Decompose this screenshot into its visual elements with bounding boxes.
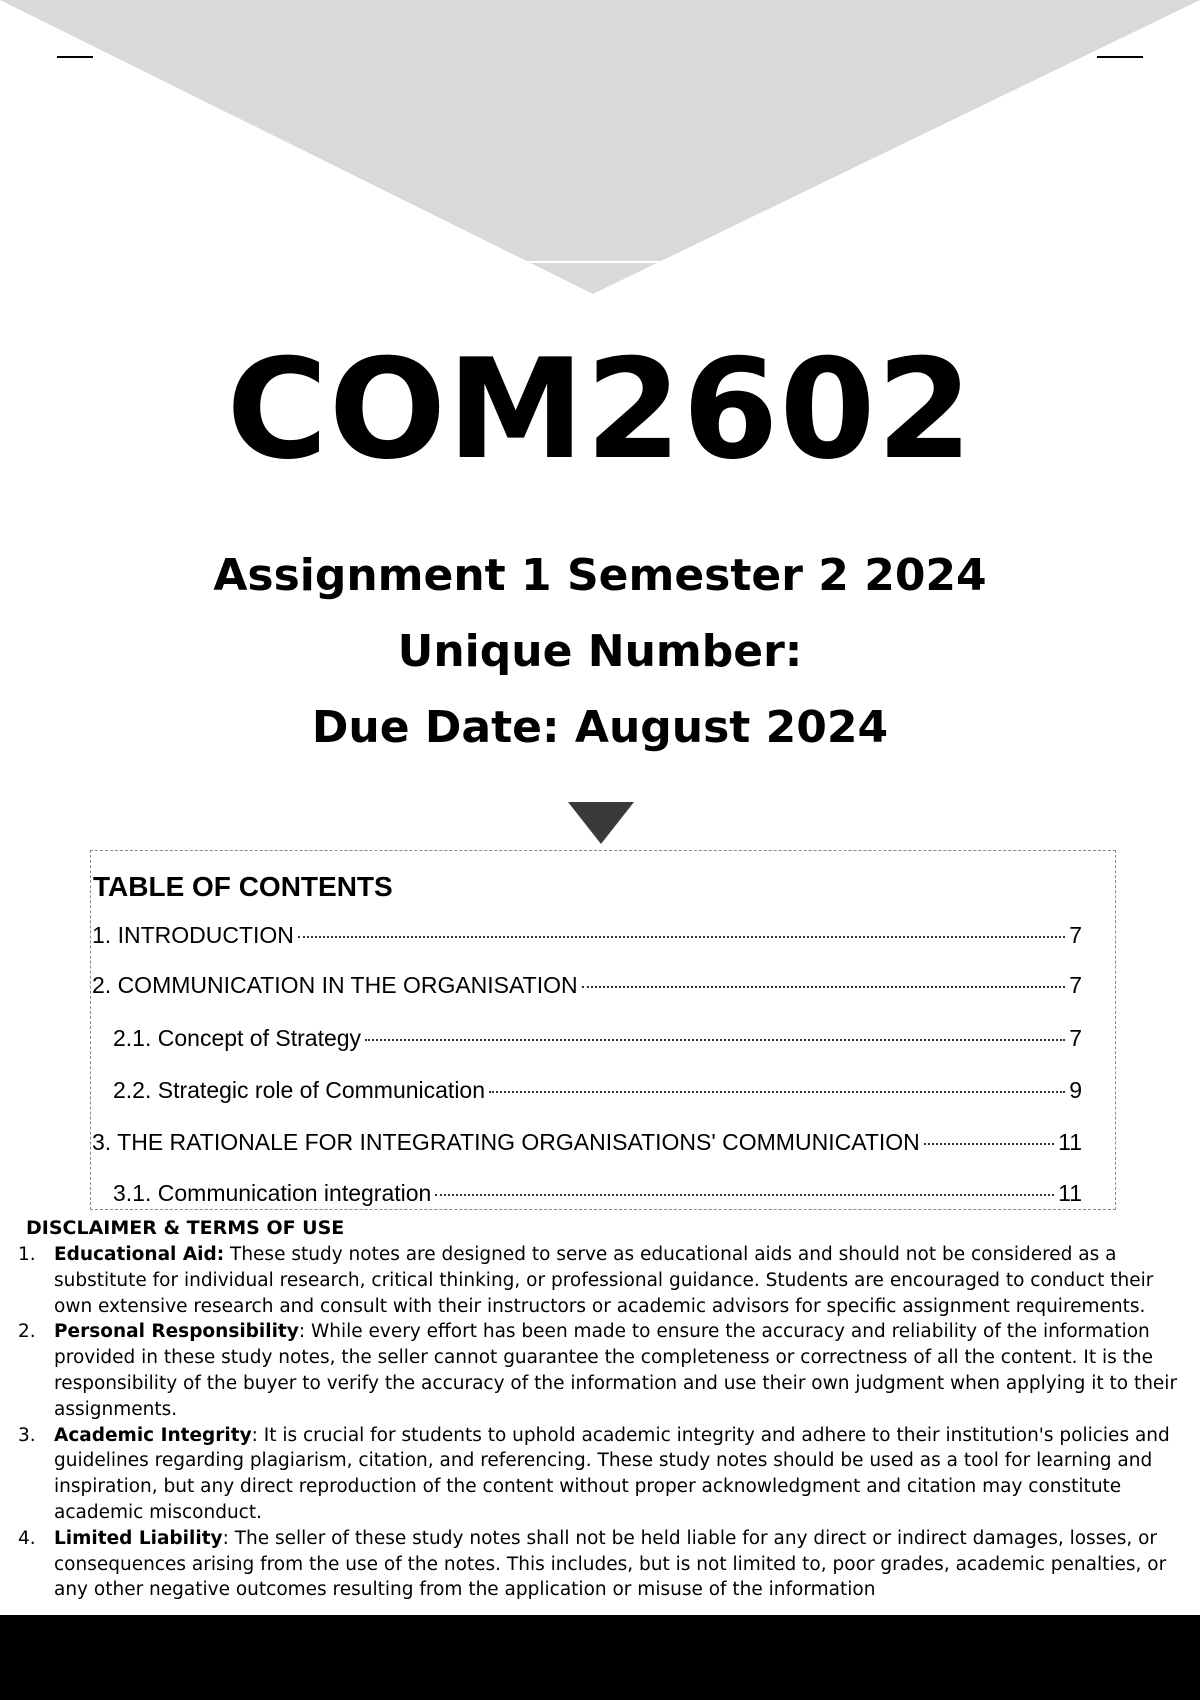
disclaimer-list	[18, 1242, 1186, 1603]
list-item	[18, 1423, 1186, 1526]
toc-entry[interactable]	[113, 1025, 1082, 1055]
list-item-text: : It is crucial for students to uphold academic integrity and adhere to their institution's policies and guidelines regarding plagiarism, citation, and referencing. These study notes should be used as a tool for learning and inspiration, but any direct reproduction of the content without proper acknowledgment and citation may constitute academic misconduct.	[54, 1424, 1170, 1523]
list-item-text: These study notes are designed to serve as educational aids and should not be considered as a substitute for individual research, critical thinking, or professional guidance. Students are encouraged to conduct their own extensive research and consult with their instructors or academic advisors for specific assignment requirements.	[54, 1244, 1154, 1317]
toc-entry-label: 1. INTRODUCTION	[92, 922, 294, 948]
list-item-term: Academic Integrity	[54, 1424, 252, 1446]
list-item-number: 2.	[18, 1321, 36, 1343]
toc-entry[interactable]	[92, 922, 1082, 952]
toc-entry-page: 7	[1069, 972, 1082, 998]
list-item-number: 3.	[18, 1424, 36, 1446]
list-item-term: Educational Aid:	[54, 1244, 225, 1265]
toc-leader-dots	[435, 1194, 1054, 1196]
list-item-number: 4.	[18, 1527, 36, 1549]
header-banner-chevron	[0, 0, 1200, 300]
toc-entry-page: 11	[1058, 1129, 1082, 1155]
toc-leader-dots	[298, 936, 1065, 938]
list-item-term: Limited Liability	[54, 1527, 223, 1549]
course-code-title: COM2602	[226, 329, 974, 490]
corner-rule-left	[57, 56, 93, 58]
toc-entry-page: 7	[1069, 1025, 1082, 1051]
list-item-number: 1.	[18, 1244, 36, 1265]
triangle-down-icon	[568, 802, 634, 844]
toc-entry-page: 7	[1069, 922, 1082, 948]
corner-rule-right	[1097, 56, 1143, 58]
toc-leader-dots	[489, 1091, 1065, 1093]
toc-entry-label: 2.1. Concept of Strategy	[113, 1025, 362, 1051]
toc-leader-dots	[924, 1143, 1054, 1145]
viewer-bottom-bar	[0, 1615, 1200, 1700]
toc-entry[interactable]	[92, 972, 1082, 1002]
toc-entry-label: 2.2. Strategic role of Communication	[113, 1077, 486, 1103]
disclaimer-title: DISCLAIMER & TERMS OF USE	[26, 1217, 345, 1239]
due-date-line: Due Date: August 2024	[311, 702, 889, 753]
list-item	[18, 1242, 1186, 1319]
toc-entry[interactable]	[113, 1077, 1082, 1107]
list-item	[18, 1526, 1186, 1603]
toc-entry[interactable]	[92, 1129, 1082, 1159]
toc-title: TABLE OF CONTENTS	[93, 871, 393, 902]
toc-entry-label: 2. COMMUNICATION IN THE ORGANISATION	[92, 972, 578, 998]
assignment-line: Assignment 1 Semester 2 2024	[213, 550, 987, 601]
toc-entry[interactable]	[113, 1180, 1082, 1210]
toc-leader-dots	[365, 1039, 1065, 1041]
toc-entry-page: 11	[1058, 1180, 1082, 1206]
toc-entry-label: 3.1. Communication integration	[113, 1180, 432, 1206]
list-item-term: Personal Responsibility	[54, 1321, 299, 1343]
toc-leader-dots	[582, 986, 1066, 988]
list-item-text: : While every effort has been made to ensure the accuracy and reliability of the information provided in these study notes, the seller cannot guarantee the completeness or correctness of all the content. It is the responsibility of the buyer to verify the accuracy of the information and use their own judgment when applying it to their assignments.	[54, 1321, 1178, 1420]
unique-number-line: Unique Number:	[397, 626, 803, 677]
toc-entry-page: 9	[1069, 1077, 1082, 1103]
list-item-text: : The seller of these study notes shall not be held liable for any direct or indirect damages, losses, or consequences arising from the use of the notes. This includes, but is not limited to, poor grades, academic penalties, or any other negative outcomes resulting from the application or misuse of the information	[54, 1527, 1167, 1601]
list-item	[18, 1319, 1186, 1422]
toc-entry-label: 3. THE RATIONALE FOR INTEGRATING ORGANISATIONS' COMMUNICATION	[92, 1129, 920, 1155]
